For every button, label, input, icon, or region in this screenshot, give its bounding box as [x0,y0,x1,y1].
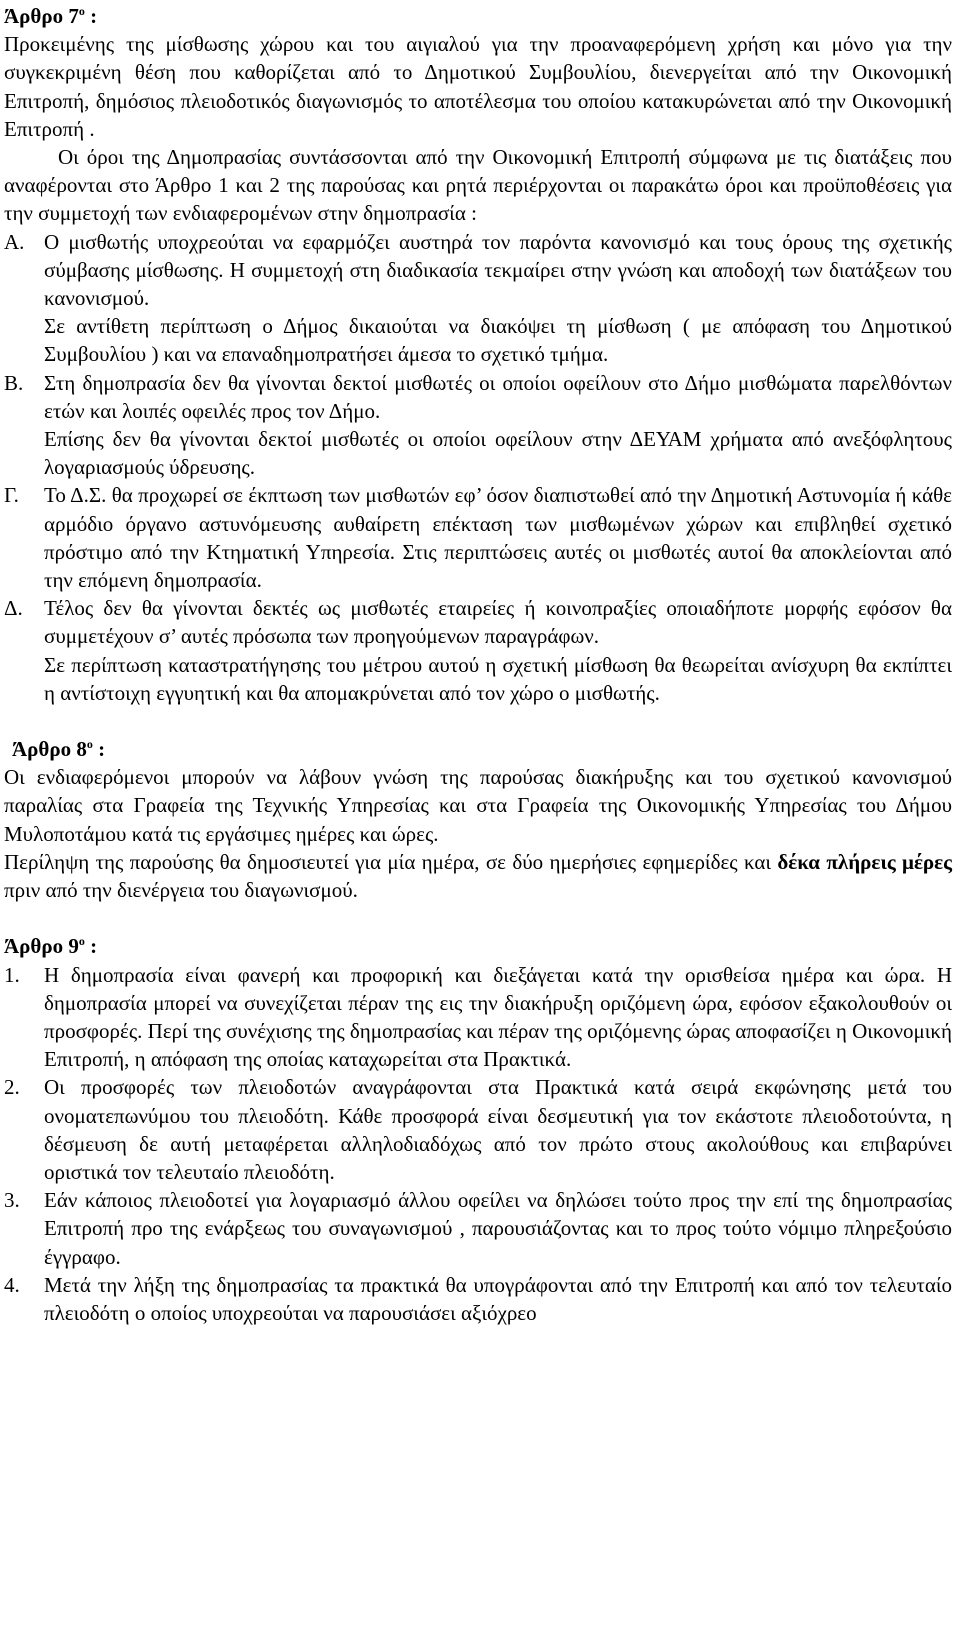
list-item [4,228,952,313]
list-item-sub: Επίσης δεν θα γίνονται δεκτοί μισθωτές οι οποίοι οφείλουν στην ΔΕΥΑΜ χρήματα από ανεξόφλητους λογαριασμούς ύδρευσης. [44,427,952,480]
article-9-heading: Άρθρο $9^o$ : [4,934,98,959]
list-item [4,961,952,1074]
article-8-paragraph-1: Οι ενδιαφερόμενοι μπορούν να λάβουν γνώση της παρούσας διακήρυξης και του σχετικού κανονισμού παραλίας στα Γραφεία της Τεχνικής Υπηρεσίας και στα Γραφεία της Οικονομικής Υπηρεσίας του Δήμου Μυλοποτάμου κατά τις εργάσιμες ημέρες και ώρες. [4,765,952,846]
list-marker: Β. [4,370,24,395]
list-item [4,1271,952,1327]
bold-phrase: δέκα πλήρεις μέρες [777,849,953,874]
list-marker: 3. [4,1188,20,1213]
list-marker: 2. [4,1075,20,1100]
list-marker: Δ. [4,596,23,621]
list-item [4,481,952,594]
list-item [4,1186,952,1271]
list-marker: 1. [4,962,20,987]
article-7-terms: Οι όροι της Δημοπρασίας συντάσσονται από την Οικονομική Επιτροπή σύμφωνα με τις διατάξεις που αναφέρονται στο Άρθρο 1 και 2 της παρούσας και ρητά περιέρχονται οι παρακάτω όροι και προϋποθέσεις για την συμμετοχή των ενδιαφερομένων στην δημοπρασία : [4,145,952,226]
article-8-heading: Άρθρο $8^o$ : [12,737,106,762]
article-7-heading: Άρθρο $7^o$ : [4,4,98,28]
list-marker: 4. [4,1272,20,1297]
list-item [4,594,952,650]
list-marker: Α. [4,229,25,254]
list-item [4,1073,952,1186]
list-marker: Γ. [4,483,19,508]
article-8-paragraph-2: Περίληψη της παρούσης θα δημοσιευτεί για μία ημέρα, σε δύο ημερήσιες εφημερίδες και δέκα πλήρεις μέρες πριν από την διενέργεια του διαγωνισμού. [4,849,953,903]
list-item-sub: Σε αντίθετη περίπτωση ο Δήμος δικαιούται να διακόψει τη μίσθωση ( με απόφαση του Δημοτικού Συμβουλίου ) και να επαναδημοπρατήσει άμεσα το σχετικό τμήμα. [44,314,952,367]
list-item-text: Η δημοπρασία είναι φανερή και προφορική και διεξάγεται κατά την ορισθείσα ημέρα και ώρα. Η δημοπρασία μπορεί να συνεχίζεται πέραν της εις την διακήρυξη οριζόμενη ώρα, εφόσον εξακολουθούν οι προσφορές. Περί της συνέχισης της δημοπρασίας και πέραν της οριζόμενης ώρας αποφασίζει η Οικονομική Επιτροπή, η απόφαση της οποίας καταχωρείται στα Πρακτικά. [44,962,952,1072]
list-item-text: Το Δ.Σ. θα προχωρεί σε έκπτωση των μισθωτών εφ’ όσον διαπιστωθεί από την Δημοτική Αστυνομία ή κάθε αρμόδιο όργανο αστυνόμευσης αυθαίρετη επέκταση των μισθωμένων χώρων και επιβληθεί σχετικό πρόστιμο από την Κτηματική Υπηρεσία. Στις περιπτώσεις αυτές οι μισθωτές αυτοί θα αποκλείονται από την επόμενη δημοπρασία. [44,483,952,593]
list-item-text: Οι προσφορές των πλειοδοτών αναγράφονται στα Πρακτικά κατά σειρά εκφώνησης μετά του ονοματεπωνύμου του πλειοδότη. Κάθε προσφορά είναι δεσμευτική για τον εκάστοτε πλειοδοτούντα, η δέσμευση δε αυτή μεταφέρεται αλληλοδιαδόχως από τον πρώτο στους ακολούθους και επιβαρύνει οριστικά τον τελευταίο πλειοδότη. [44,1075,952,1184]
list-item-text: Ο μισθωτής υποχρεούται να εφαρμόζει αυστηρά τον παρόντα κανονισμό και τους όρους της σχετικής σύμβασης μίσθωσης. Η συμμετοχή στη διαδικασία τεκμαίρει στην γνώση και αποδοχή των διατάξεων του κανονισμού. [44,229,952,311]
list-item [4,369,952,425]
list-item-sub: Σε περίπτωση καταστρατήγησης του μέτρου αυτού η σχετική μίσθωση θα θεωρείται ανίσχυρη θα εκπίπτει η αντίστοιχη εγγυητική και θα απομακρύνεται από τον χώρο ο μισθωτής. [44,652,952,705]
article-7-intro: Προκειμένης της μίσθωσης χώρου και του αιγιαλού για την προαναφερόμενη χρήση και μόνο για την συγκεκριμένη θέση που καθορίζεται από το Δημοτικού Συμβουλίου, διενεργείται από την Οικονομική Επιτροπή, δημόσιος πλειοδοτικός διαγωνισμός το αποτέλεσμα του οποίου κατακυρώνεται από την Οικονομική Επιτροπή . [4,32,952,141]
list-item-text: Εάν κάποιος πλειοδοτεί για λογαριασμό άλλου οφείλει να δηλώσει τούτο προς την επί της δημοπρασίας Επιτροπή προ της ενάρξεως του συναγωνισμού , παρουσιάζοντας και το προς τούτο νόμιμο πληρεξούσιο έγγραφο. [44,1188,952,1269]
list-item-text: Στη δημοπρασία δεν θα γίνονται δεκτοί μισθωτές οι οποίοι οφείλουν στο Δήμο μισθώματα παρελθόντων ετών και λοιπές οφειλές προς τον Δήμο. [44,370,952,423]
list-item-text: Τέλος δεν θα γίνονται δεκτές ως μισθωτές εταιρείες ή κοινοπραξίες οποιαδήποτε μορφής εφόσον θα συμμετέχουν σ’ αυτές πρόσωπα των προηγούμενων παραγράφων. [44,596,952,649]
list-item-text: Μετά την λήξη της δημοπρασίας τα πρακτικά θα υπογράφονται από την Επιτροπή και από τον τελευταίο πλειοδότη ο οποίος υποχρεούται να παρουσιάσει αξιόχρεο [44,1272,952,1325]
